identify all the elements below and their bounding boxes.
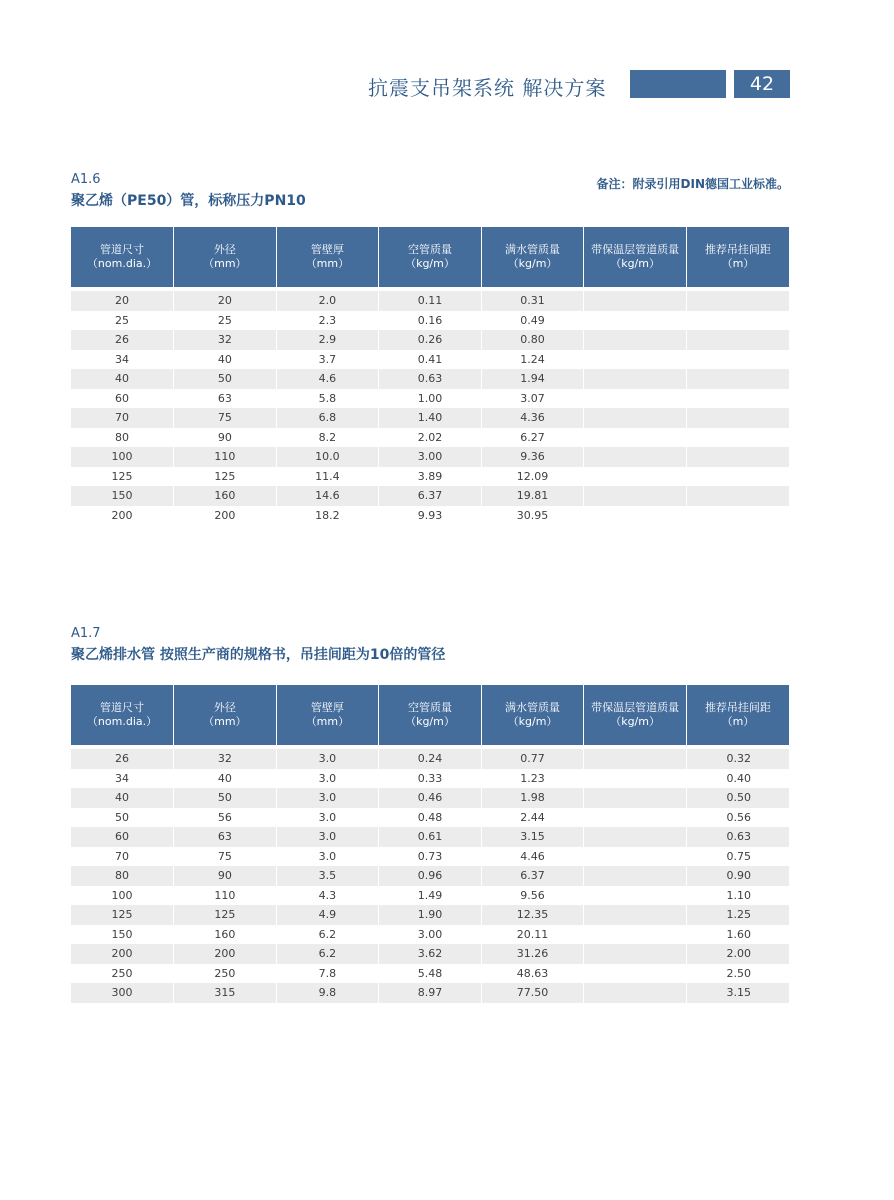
table-cell bbox=[686, 291, 789, 311]
table-cell: 315 bbox=[174, 983, 277, 1003]
table-cell: 100 bbox=[111, 888, 133, 902]
table-cell: 60 bbox=[71, 827, 174, 847]
table-cell: 6.2 bbox=[276, 944, 379, 964]
table-cell: 1.94 bbox=[481, 369, 584, 389]
table-cell: 0.32 bbox=[686, 749, 789, 769]
table-cell: 9.8 bbox=[276, 983, 379, 1003]
table-cell bbox=[584, 447, 687, 467]
table-cell: 5.8 bbox=[276, 389, 379, 409]
column-header-label: 满水管质量 bbox=[505, 701, 561, 714]
column-header-unit: （mm） bbox=[305, 715, 350, 728]
table-cell: 77.50 bbox=[481, 983, 584, 1003]
table-header-row bbox=[71, 685, 789, 745]
table-cell: 6.37 bbox=[379, 486, 482, 506]
column-header bbox=[276, 227, 379, 287]
column-header-label: 满水管质量 bbox=[505, 243, 561, 256]
table-cell bbox=[584, 291, 687, 311]
table-row bbox=[71, 428, 789, 448]
note-text: 备注：附录引用DIN德国工业标准。 bbox=[596, 177, 789, 191]
table-cell: 63 bbox=[174, 389, 277, 409]
section-title: 聚乙烯（PE50）管，标称压力PN10 bbox=[71, 193, 306, 209]
column-header-label: 管道尺寸 bbox=[100, 701, 145, 714]
table-cell: 2.50 bbox=[686, 964, 789, 984]
table-cell: 56 bbox=[174, 808, 277, 828]
column-header bbox=[71, 685, 174, 745]
table-cell bbox=[584, 506, 687, 526]
table-cell: 3.0 bbox=[276, 847, 379, 867]
table-row bbox=[71, 827, 789, 847]
column-header-unit: （nom.dia.） bbox=[86, 257, 158, 270]
table-cell: 40 bbox=[71, 369, 174, 389]
table-cell: 0.40 bbox=[686, 769, 789, 789]
table-row bbox=[71, 788, 789, 808]
table-cell: 34 bbox=[115, 352, 130, 366]
column-header-unit: （kg/m） bbox=[610, 715, 660, 728]
table-row bbox=[71, 330, 789, 350]
column-header bbox=[174, 685, 277, 745]
table-cell: 150 bbox=[71, 486, 174, 506]
table-cell: 80 bbox=[71, 866, 174, 886]
column-header-unit: （mm） bbox=[305, 257, 350, 270]
table-cell: 0.50 bbox=[686, 788, 789, 808]
table-cell: 1.10 bbox=[686, 886, 789, 906]
table-cell: 1.25 bbox=[686, 905, 789, 925]
table-cell: 40 bbox=[174, 350, 277, 370]
column-header-unit: （kg/m） bbox=[405, 715, 455, 728]
table-cell: 250 bbox=[174, 964, 277, 984]
column-header-label: 推荐吊挂间距 bbox=[704, 243, 771, 256]
table-cell: 200 bbox=[174, 506, 277, 526]
column-header-label: 管壁厚 bbox=[310, 243, 344, 256]
section-a1-7 bbox=[71, 626, 789, 1003]
table-cell bbox=[584, 866, 687, 886]
table-cell: 1.60 bbox=[686, 925, 789, 945]
table-cell: 90 bbox=[174, 866, 277, 886]
column-header-label: 推荐吊挂间距 bbox=[704, 701, 771, 714]
column-header-unit: （mm） bbox=[203, 715, 247, 728]
table-body bbox=[71, 287, 789, 525]
table-cell: 3.00 bbox=[379, 447, 482, 467]
drain-pipe-table bbox=[71, 685, 789, 1003]
table-cell: 160 bbox=[174, 486, 277, 506]
table-cell: 2.02 bbox=[379, 428, 482, 448]
column-header bbox=[686, 685, 789, 745]
table-cell: 70 bbox=[71, 408, 174, 428]
table-cell: 26 bbox=[71, 330, 174, 350]
table-row bbox=[71, 408, 789, 428]
table-cell: 3.0 bbox=[276, 749, 379, 769]
table-cell: 0.80 bbox=[481, 330, 584, 350]
table-cell: 0.49 bbox=[481, 311, 584, 331]
table-cell: 3.62 bbox=[379, 944, 482, 964]
table-cell: 125 bbox=[174, 905, 277, 925]
table-cell: 7.8 bbox=[276, 964, 379, 984]
table-cell: 1.49 bbox=[379, 886, 482, 906]
header-bar bbox=[630, 70, 726, 98]
table-cell bbox=[686, 350, 789, 370]
column-header-unit: （kg/m） bbox=[405, 257, 455, 270]
table-cell: 3.0 bbox=[276, 827, 379, 847]
table-cell: 12.35 bbox=[481, 905, 584, 925]
table-cell: 4.9 bbox=[276, 905, 379, 925]
table-cell: 0.96 bbox=[379, 866, 482, 886]
table-cell bbox=[686, 447, 789, 467]
table-cell: 32 bbox=[174, 330, 277, 350]
table-cell bbox=[584, 467, 687, 487]
table-row bbox=[71, 389, 789, 409]
table-cell: 0.24 bbox=[379, 749, 482, 769]
table-header-row bbox=[71, 227, 789, 287]
table-cell bbox=[584, 847, 687, 867]
table-cell: 20 bbox=[174, 291, 277, 311]
table-cell: 3.00 bbox=[379, 925, 482, 945]
column-header-label: 外径 bbox=[213, 243, 236, 256]
column-header bbox=[481, 685, 584, 745]
table-cell: 125 bbox=[71, 905, 174, 925]
table-cell: 2.0 bbox=[276, 291, 379, 311]
table-cell: 4.46 bbox=[481, 847, 584, 867]
table-cell bbox=[584, 389, 687, 409]
table-cell: 3.0 bbox=[276, 808, 379, 828]
table-cell: 3.07 bbox=[481, 389, 584, 409]
table-cell: 40 bbox=[71, 788, 174, 808]
table-cell: 0.90 bbox=[686, 866, 789, 886]
column-header bbox=[584, 227, 687, 287]
table-cell bbox=[686, 408, 789, 428]
table-row bbox=[71, 925, 789, 945]
table-cell: 63 bbox=[174, 827, 277, 847]
table-cell: 200 bbox=[111, 508, 133, 522]
table-cell: 0.33 bbox=[379, 769, 482, 789]
table-cell: 3.15 bbox=[686, 983, 789, 1003]
table-cell bbox=[584, 311, 687, 331]
table-cell: 0.46 bbox=[379, 788, 482, 808]
table-cell: 2.3 bbox=[276, 311, 379, 331]
column-header-label: 管道尺寸 bbox=[100, 243, 145, 256]
table-cell bbox=[686, 486, 789, 506]
table-cell: 3.0 bbox=[276, 788, 379, 808]
column-header-unit: （kg/m） bbox=[507, 257, 558, 270]
table-cell bbox=[686, 467, 789, 487]
table-cell bbox=[584, 886, 687, 906]
column-header bbox=[584, 685, 687, 745]
table-cell: 0.61 bbox=[379, 827, 482, 847]
column-header-unit: （m） bbox=[721, 257, 755, 270]
table-cell: 125 bbox=[111, 469, 133, 483]
table-cell: 0.75 bbox=[686, 847, 789, 867]
column-header bbox=[379, 685, 482, 745]
table-cell: 75 bbox=[174, 408, 277, 428]
table-cell: 11.4 bbox=[276, 467, 379, 487]
table-row bbox=[71, 749, 789, 769]
table-cell: 200 bbox=[71, 944, 174, 964]
column-header-label: 外径 bbox=[213, 701, 236, 714]
table-cell: 160 bbox=[174, 925, 277, 945]
table-row bbox=[71, 886, 789, 906]
table-cell bbox=[584, 905, 687, 925]
column-header-label: 空管质量 bbox=[407, 701, 452, 714]
table-cell: 1.23 bbox=[481, 769, 584, 789]
column-header-label: 带保温层管道质量 bbox=[591, 701, 680, 714]
table-cell: 9.93 bbox=[379, 506, 482, 526]
table-cell: 0.73 bbox=[379, 847, 482, 867]
column-header-unit: （m） bbox=[721, 715, 755, 728]
table-body bbox=[71, 745, 789, 1003]
table-cell bbox=[584, 486, 687, 506]
table-cell: 6.37 bbox=[481, 866, 584, 886]
table-row bbox=[71, 369, 789, 389]
table-row bbox=[71, 808, 789, 828]
section-title: 聚乙烯排水管 按照生产商的规格书，吊挂间距为10倍的管径 bbox=[71, 647, 446, 663]
table-cell: 30.95 bbox=[481, 506, 584, 526]
table-row bbox=[71, 467, 789, 487]
column-header-unit: （kg/m） bbox=[610, 257, 660, 270]
table-cell: 34 bbox=[115, 771, 130, 785]
table-cell: 6.2 bbox=[276, 925, 379, 945]
table-cell bbox=[686, 428, 789, 448]
table-row bbox=[71, 769, 789, 789]
table-cell: 1.98 bbox=[481, 788, 584, 808]
table-cell: 3.7 bbox=[276, 350, 379, 370]
table-cell bbox=[686, 369, 789, 389]
table-cell bbox=[686, 330, 789, 350]
table-cell bbox=[584, 808, 687, 828]
table-cell: 6.8 bbox=[276, 408, 379, 428]
table-cell: 20.11 bbox=[481, 925, 584, 945]
table-cell bbox=[584, 983, 687, 1003]
table-row bbox=[71, 506, 789, 526]
table-cell: 4.6 bbox=[276, 369, 379, 389]
table-cell: 50 bbox=[174, 369, 277, 389]
table-cell: 1.00 bbox=[379, 389, 482, 409]
table-cell: 110 bbox=[174, 886, 277, 906]
table-cell: 10.0 bbox=[276, 447, 379, 467]
table-cell: 4.3 bbox=[276, 886, 379, 906]
header-title: 抗震支吊架系统 解决方案 bbox=[368, 76, 607, 100]
table-cell bbox=[584, 788, 687, 808]
table-cell bbox=[584, 350, 687, 370]
table-cell bbox=[584, 964, 687, 984]
table-cell: 3.89 bbox=[379, 467, 482, 487]
table-cell: 9.36 bbox=[481, 447, 584, 467]
table-row bbox=[71, 291, 789, 311]
table-cell: 2.44 bbox=[481, 808, 584, 828]
table-cell: 3.0 bbox=[276, 769, 379, 789]
table-row bbox=[71, 350, 789, 370]
column-header bbox=[276, 685, 379, 745]
table-row bbox=[71, 983, 789, 1003]
table-cell: 100 bbox=[71, 447, 174, 467]
column-header-label: 带保温层管道质量 bbox=[591, 243, 680, 256]
table-cell bbox=[584, 749, 687, 769]
table-cell: 2.9 bbox=[276, 330, 379, 350]
table-cell: 75 bbox=[174, 847, 277, 867]
column-header-unit: （kg/m） bbox=[507, 715, 558, 728]
table-cell: 1.40 bbox=[379, 408, 482, 428]
table-cell bbox=[584, 769, 687, 789]
table-cell bbox=[686, 506, 789, 526]
table-cell: 0.63 bbox=[379, 369, 482, 389]
table-cell: 0.41 bbox=[379, 350, 482, 370]
table-cell bbox=[584, 428, 687, 448]
column-header bbox=[379, 227, 482, 287]
table-cell: 125 bbox=[174, 467, 277, 487]
table-cell: 26 bbox=[71, 749, 174, 769]
table-cell: 1.90 bbox=[379, 905, 482, 925]
table-cell: 50 bbox=[115, 810, 130, 824]
table-cell: 0.77 bbox=[481, 749, 584, 769]
table-cell: 3.5 bbox=[276, 866, 379, 886]
table-cell: 8.2 bbox=[276, 428, 379, 448]
table-cell: 2.00 bbox=[686, 944, 789, 964]
column-header bbox=[481, 227, 584, 287]
table-cell: 25 bbox=[174, 311, 277, 331]
table-cell: 1.24 bbox=[481, 350, 584, 370]
table-cell: 0.63 bbox=[686, 827, 789, 847]
table-cell: 200 bbox=[174, 944, 277, 964]
table-row bbox=[71, 847, 789, 867]
table-cell: 0.56 bbox=[686, 808, 789, 828]
table-cell: 9.56 bbox=[481, 886, 584, 906]
table-cell: 19.81 bbox=[481, 486, 584, 506]
table-cell bbox=[686, 311, 789, 331]
table-cell bbox=[584, 330, 687, 350]
table-row bbox=[71, 311, 789, 331]
table-row bbox=[71, 964, 789, 984]
column-header bbox=[174, 227, 277, 287]
table-cell bbox=[584, 369, 687, 389]
table-cell: 31.26 bbox=[481, 944, 584, 964]
table-cell: 3.15 bbox=[481, 827, 584, 847]
page-number: 42 bbox=[734, 70, 790, 98]
table-row bbox=[71, 447, 789, 467]
table-cell: 4.36 bbox=[481, 408, 584, 428]
table-cell bbox=[584, 925, 687, 945]
table-row bbox=[71, 866, 789, 886]
table-cell: 14.6 bbox=[276, 486, 379, 506]
column-header-label: 空管质量 bbox=[407, 243, 452, 256]
table-cell bbox=[584, 408, 687, 428]
table-row bbox=[71, 944, 789, 964]
table-row bbox=[71, 905, 789, 925]
table-cell: 0.16 bbox=[379, 311, 482, 331]
table-cell: 0.48 bbox=[379, 808, 482, 828]
table-cell: 32 bbox=[174, 749, 277, 769]
table-cell: 300 bbox=[71, 983, 174, 1003]
table-cell: 80 bbox=[115, 430, 130, 444]
table-cell: 90 bbox=[174, 428, 277, 448]
table-cell: 150 bbox=[111, 927, 133, 941]
table-cell: 8.97 bbox=[379, 983, 482, 1003]
pe50-table bbox=[71, 227, 789, 525]
table-cell: 50 bbox=[174, 788, 277, 808]
table-cell: 40 bbox=[174, 769, 277, 789]
table-cell: 110 bbox=[174, 447, 277, 467]
table-cell bbox=[686, 389, 789, 409]
section-a1-6 bbox=[71, 172, 789, 525]
table-cell: 20 bbox=[71, 291, 174, 311]
table-cell: 70 bbox=[115, 849, 130, 863]
section-id: A1.6 bbox=[71, 172, 101, 187]
table-cell: 18.2 bbox=[276, 506, 379, 526]
section-id: A1.7 bbox=[71, 626, 101, 641]
column-header-label: 管壁厚 bbox=[310, 701, 344, 714]
table-cell: 0.26 bbox=[379, 330, 482, 350]
table-cell: 12.09 bbox=[481, 467, 584, 487]
table-cell bbox=[584, 827, 687, 847]
table-cell: 5.48 bbox=[379, 964, 482, 984]
table-row bbox=[71, 486, 789, 506]
table-cell: 48.63 bbox=[481, 964, 584, 984]
table-cell: 250 bbox=[111, 966, 133, 980]
table-cell: 60 bbox=[115, 391, 130, 405]
column-header bbox=[686, 227, 789, 287]
column-header bbox=[71, 227, 174, 287]
table-cell bbox=[584, 944, 687, 964]
column-header-unit: （nom.dia.） bbox=[86, 715, 158, 728]
table-cell: 25 bbox=[115, 313, 130, 327]
column-header-unit: （mm） bbox=[203, 257, 247, 270]
table-cell: 6.27 bbox=[481, 428, 584, 448]
table-cell: 0.11 bbox=[379, 291, 482, 311]
table-cell: 0.31 bbox=[481, 291, 584, 311]
